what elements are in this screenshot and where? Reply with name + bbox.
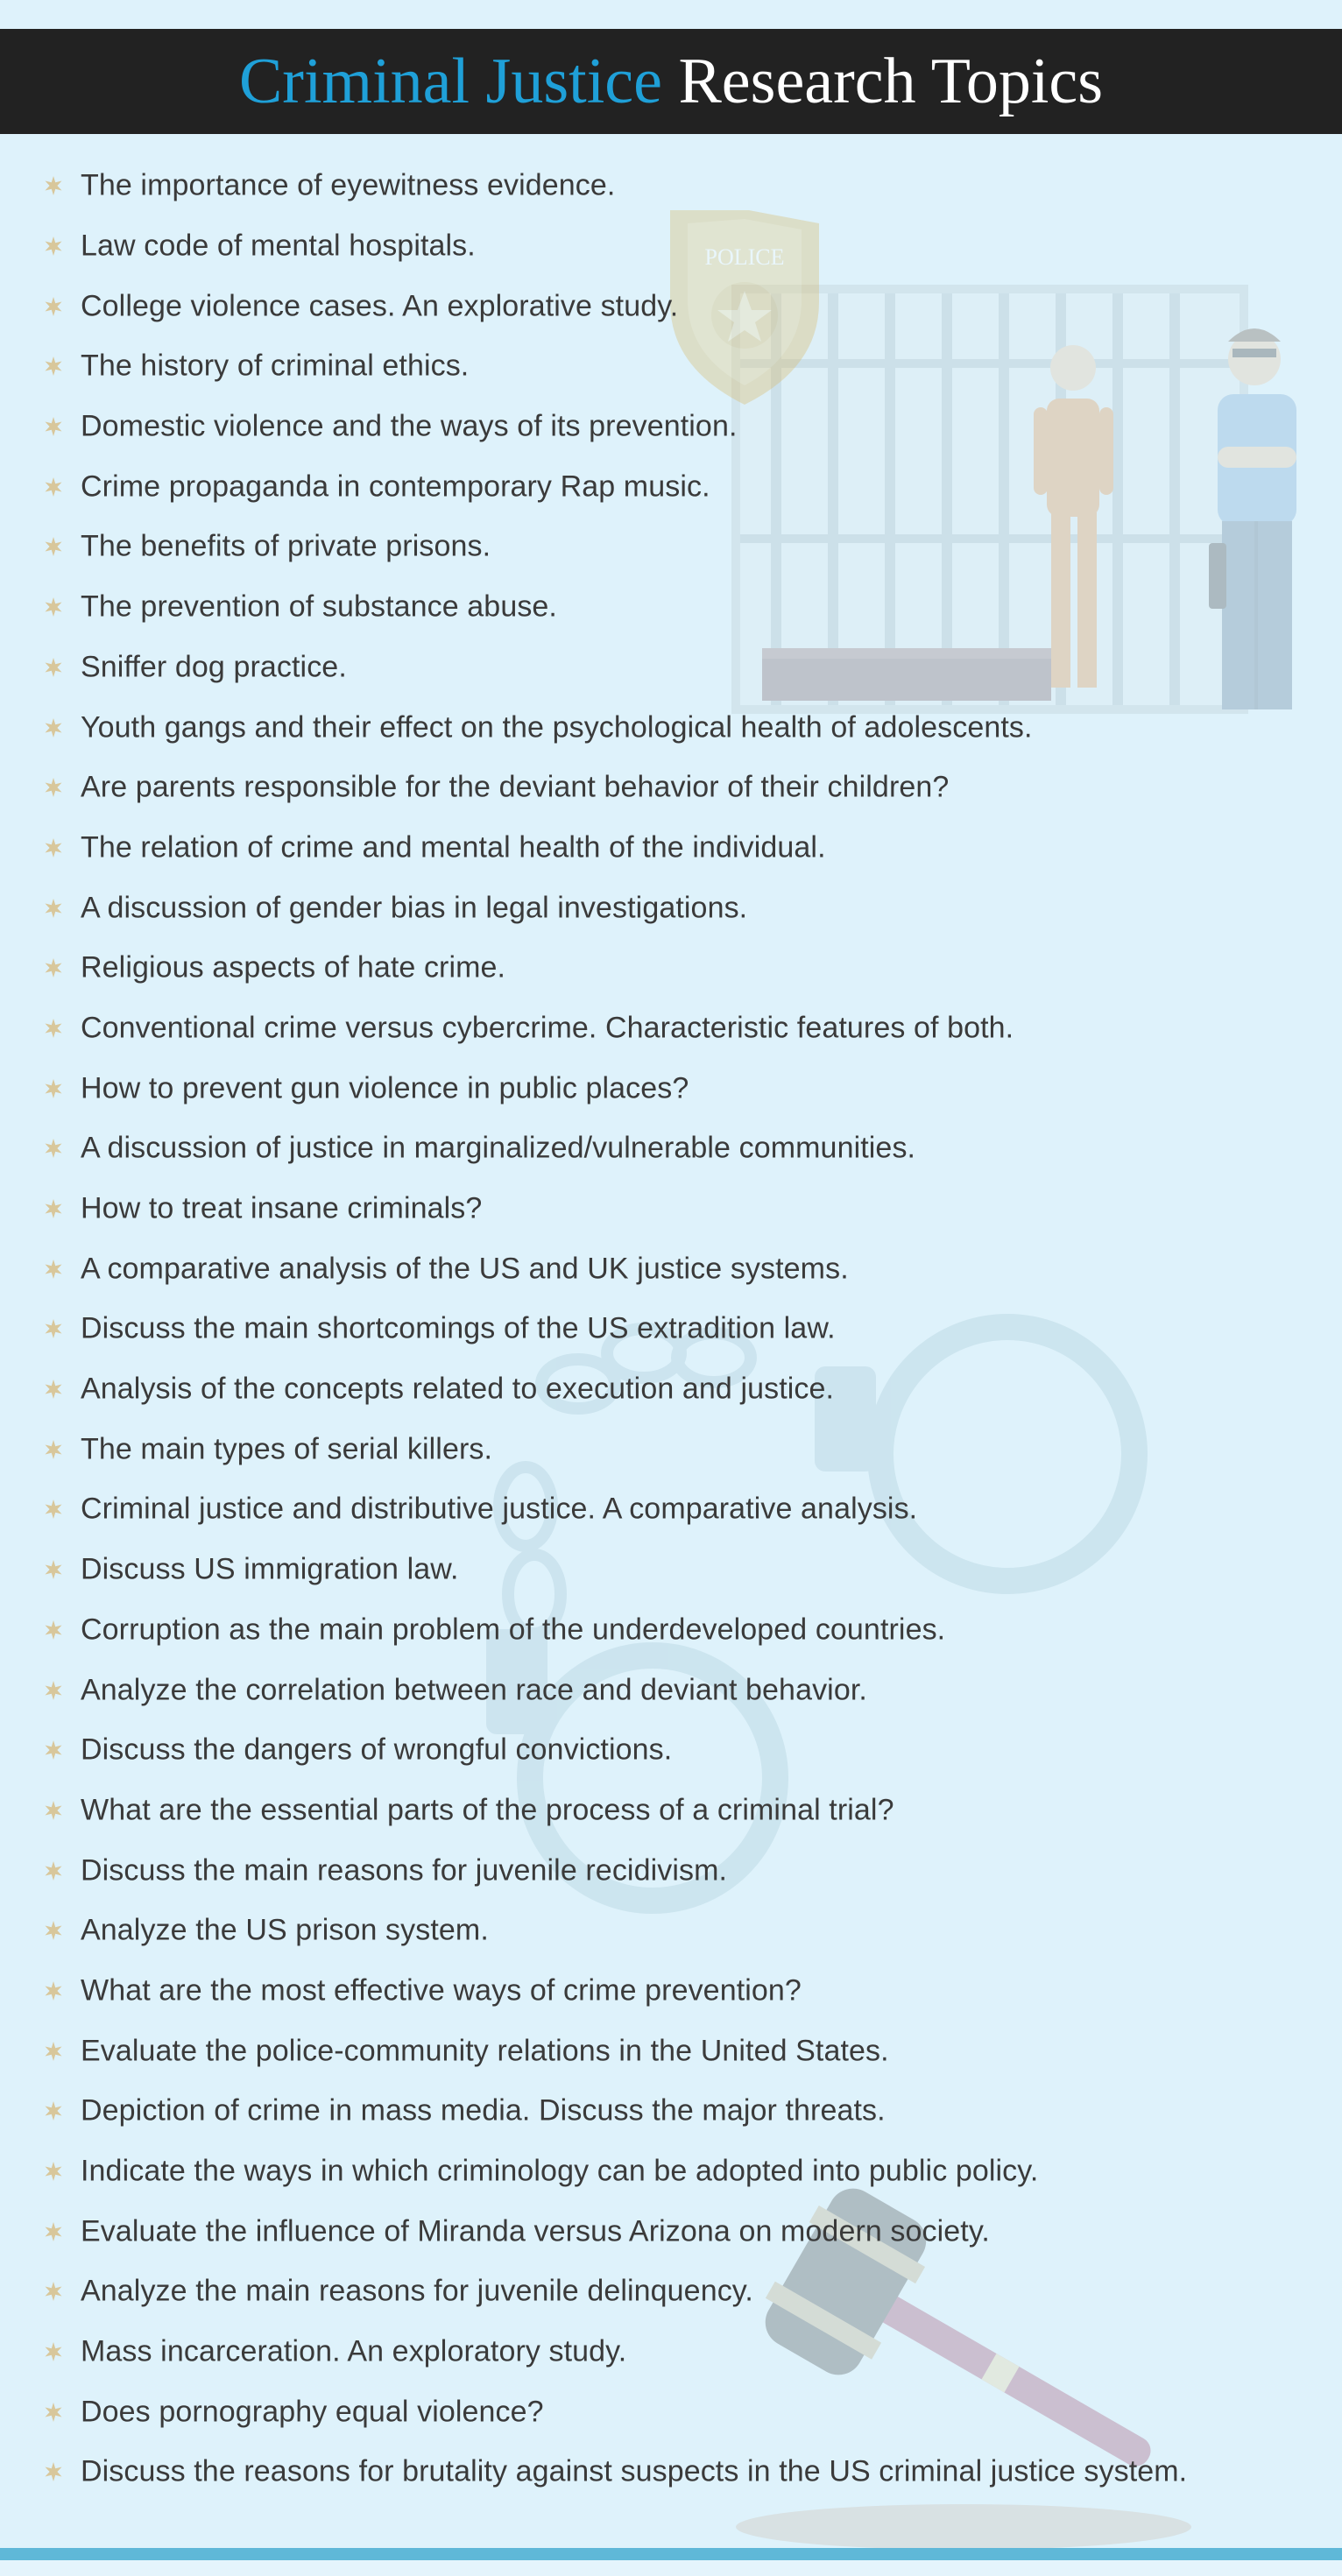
star-bullet-icon (44, 2162, 63, 2181)
topic-text: Does pornography equal violence? (81, 2395, 544, 2429)
list-item (0, 1299, 1342, 1359)
list-item (0, 1419, 1342, 1479)
star-bullet-icon (44, 1019, 63, 1038)
topic-text: Indicate the ways in which criminology can be adopted into public policy. (81, 2154, 1039, 2188)
topic-text: Corruption as the main problem of the underdeveloped countries. (81, 1613, 946, 1647)
topics-list (0, 156, 1342, 2502)
list-item (0, 156, 1342, 216)
star-bullet-icon (44, 1319, 63, 1338)
star-bullet-icon (44, 2282, 63, 2301)
star-bullet-icon (44, 658, 63, 677)
star-bullet-icon (44, 1079, 63, 1098)
topic-text: Are parents responsible for the deviant behavior of their children? (81, 770, 950, 804)
topic-text: Discuss the reasons for brutality against suspects in the US criminal justice system. (81, 2454, 1188, 2488)
star-bullet-icon (44, 2403, 63, 2422)
list-item (0, 2081, 1342, 2142)
list-item (0, 1119, 1342, 1179)
star-bullet-icon (44, 477, 63, 497)
list-item (0, 758, 1342, 818)
star-bullet-icon (44, 1260, 63, 1279)
topic-text: A comparative analysis of the US and UK justice systems. (81, 1252, 849, 1286)
topic-text: Analyze the main reasons for juvenile delinquency. (81, 2274, 753, 2308)
star-bullet-icon (44, 356, 63, 376)
list-item (0, 397, 1342, 457)
star-bullet-icon (44, 1380, 63, 1399)
list-item (0, 1179, 1342, 1239)
page-title (238, 46, 1104, 117)
topic-text: Mass incarceration. An exploratory study. (81, 2334, 627, 2368)
topic-text: Crime propaganda in contemporary Rap music. (81, 469, 710, 504)
topic-text: College violence cases. An explorative study. (81, 289, 679, 323)
list-item (0, 2382, 1342, 2442)
topic-text: Analyze the correlation between race and deviant behavior. (81, 1673, 867, 1707)
topic-text: Analyze the US prison system. (81, 1913, 489, 1947)
topic-text: Religious aspects of hate crime. (81, 950, 506, 985)
topic-text: Discuss the main reasons for juvenile recidivism. (81, 1853, 728, 1888)
star-bullet-icon (44, 958, 63, 977)
star-bullet-icon (44, 838, 63, 857)
list-item (0, 1600, 1342, 1661)
list-item (0, 1901, 1342, 1961)
topic-text: The relation of crime and mental health of the individual. (81, 830, 826, 865)
topic-text: Evaluate the influence of Miranda versus Arizona on modern society. (81, 2214, 990, 2248)
list-item (0, 1540, 1342, 1600)
list-item (0, 2442, 1342, 2502)
list-item (0, 276, 1342, 336)
list-item (0, 1961, 1342, 2022)
topic-text: Discuss the main shortcomings of the US extradition law. (81, 1311, 836, 1345)
list-item (0, 818, 1342, 879)
topic-text: The importance of eyewitness evidence. (81, 168, 616, 202)
list-item (0, 1479, 1342, 1540)
star-bullet-icon (44, 1199, 63, 1218)
list-item (0, 999, 1342, 1059)
footer-bar (0, 2548, 1342, 2560)
star-bullet-icon (44, 417, 63, 436)
list-item (0, 1359, 1342, 1420)
star-bullet-icon (44, 718, 63, 738)
topic-text: A discussion of justice in marginalized/vulnerable communities. (81, 1131, 916, 1165)
list-item (0, 878, 1342, 938)
star-bullet-icon (44, 176, 63, 195)
list-item (0, 1660, 1342, 1720)
list-item (0, 1720, 1342, 1781)
star-bullet-icon (44, 1861, 63, 1881)
star-bullet-icon (44, 2342, 63, 2361)
list-item (0, 577, 1342, 638)
star-bullet-icon (44, 899, 63, 918)
topic-text: A discussion of gender bias in legal investigations. (81, 891, 748, 925)
star-bullet-icon (44, 1801, 63, 1820)
list-item (0, 938, 1342, 999)
list-item (0, 2142, 1342, 2202)
topic-text: Discuss the dangers of wrongful convictions. (81, 1733, 673, 1767)
list-item (0, 1840, 1342, 1901)
topic-text: Analysis of the concepts related to execution and justice. (81, 1372, 835, 1406)
star-bullet-icon (44, 1681, 63, 1700)
list-item (0, 2322, 1342, 2382)
star-bullet-icon (44, 2101, 63, 2121)
star-bullet-icon (44, 1620, 63, 1640)
star-bullet-icon (44, 1740, 63, 1760)
list-item (0, 2021, 1342, 2081)
star-bullet-icon (44, 1440, 63, 1459)
topic-text: How to prevent gun violence in public places? (81, 1071, 689, 1105)
topic-text: What are the most effective ways of crime prevention? (81, 1973, 802, 2008)
list-item (0, 456, 1342, 517)
list-item (0, 517, 1342, 577)
list-item (0, 1781, 1342, 1841)
star-bullet-icon (44, 1981, 63, 2001)
topic-text: Criminal justice and distributive justice. A comparative analysis. (81, 1492, 918, 1526)
star-bullet-icon (44, 1139, 63, 1158)
page-header (0, 29, 1342, 134)
list-item (0, 2201, 1342, 2262)
topic-text: The history of criminal ethics. (81, 349, 470, 383)
svg-text:POLICE: POLICE (704, 244, 785, 270)
star-bullet-icon (44, 778, 63, 797)
topic-text: Evaluate the police-community relations in the United States. (81, 2034, 889, 2068)
star-bullet-icon (44, 1921, 63, 1940)
star-bullet-icon (44, 2042, 63, 2061)
star-bullet-icon (44, 1560, 63, 1579)
title-accent: Criminal Justice (238, 46, 662, 117)
topic-text: Depiction of crime in mass media. Discuss the major threats. (81, 2093, 886, 2128)
star-bullet-icon (44, 236, 63, 256)
list-item (0, 336, 1342, 397)
topic-text: Conventional crime versus cybercrime. Characteristic features of both. (81, 1011, 1014, 1045)
topic-text: Sniffer dog practice. (81, 650, 347, 684)
title-rest: Research Topics (678, 46, 1104, 117)
topic-text: The benefits of private prisons. (81, 529, 491, 563)
star-bullet-icon (44, 2222, 63, 2241)
star-bullet-icon (44, 597, 63, 617)
footer-strip (0, 2560, 1342, 2576)
topic-text: Law code of mental hospitals. (81, 229, 476, 263)
star-bullet-icon (44, 297, 63, 316)
topic-text: The main types of serial killers. (81, 1432, 493, 1466)
list-item (0, 2262, 1342, 2322)
list-item (0, 697, 1342, 758)
list-item (0, 1239, 1342, 1299)
topic-text: How to treat insane criminals? (81, 1191, 483, 1225)
topic-text: Domestic violence and the ways of its prevention. (81, 409, 738, 443)
topic-text: What are the essential parts of the process of a criminal trial? (81, 1793, 894, 1827)
list-item (0, 216, 1342, 277)
list-item (0, 1058, 1342, 1119)
star-bullet-icon (44, 537, 63, 556)
star-bullet-icon (44, 2462, 63, 2481)
star-bullet-icon (44, 1500, 63, 1519)
topic-text: Discuss US immigration law. (81, 1552, 459, 1586)
topic-text: Youth gangs and their effect on the psychological health of adolescents. (81, 710, 1033, 745)
topic-text: The prevention of substance abuse. (81, 589, 557, 624)
list-item (0, 638, 1342, 698)
